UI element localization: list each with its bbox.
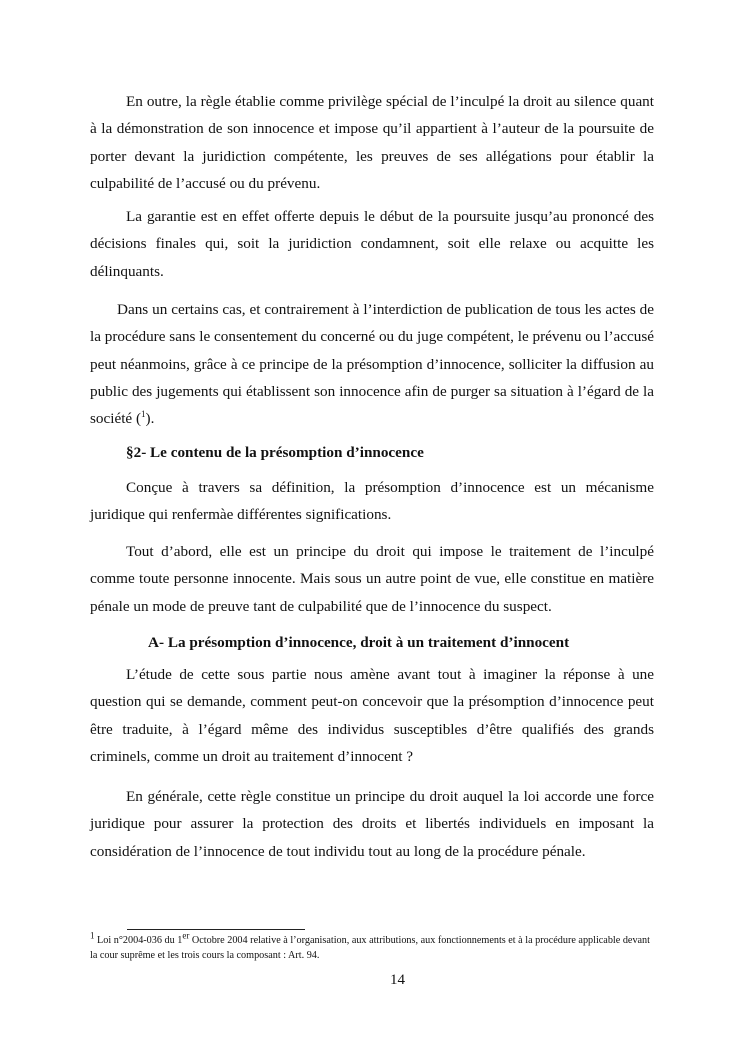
paragraph-3-text: Dans un certains cas, et contrairement à l’interdiction de publication de tous les actes de la procédure sans le consentement du concerné ou du juge compétent, le prévenu ou l’accusé peut néanmoins, grâce à ce principe de la présomption d’innocence, solliciter la diffusion au public des jugements qui établissent son innocence afin de purger sa situation à l’égard de la société ( — [90, 301, 654, 428]
paragraph-7: En générale, cette règle constitue un principe du droit auquel la loi accorde une force juridique pour assurer la protection des droits et libertés individuels en imposant la considération de l’innocence de tout individu tout au long de la procédure pénale. — [90, 788, 654, 860]
footnote-text-end: Octobre 2004 relative à l’organisation, aux attributions, aux fonctionnements et à la procédure applicable devant la cour suprême et les trois cours la composant : Art. 94. — [90, 935, 650, 961]
subsection-heading: A- La présomption d’innocence, droit à un traitement d’innocent — [148, 634, 570, 651]
footnote-ordinal: er — [182, 930, 190, 941]
footnote-reference: 1 — [141, 409, 146, 420]
page-number: 14 — [390, 972, 405, 988]
footnote-number: 1 — [90, 930, 95, 941]
paragraph-1: En outre, la règle établie comme privilège spécial de l’inculpé la droit au silence quant à la démonstration de son innocence et impose qu’il appartient à l’auteur de la poursuite de porter devant la juridiction compétente, les preuves de ses allégations pour établir la culpabilité de l’accusé ou du prévenu. — [90, 93, 654, 192]
paragraph-5: Tout d’abord, elle est un principe du droit qui impose le traitement de l’inculpé comme toute personne innocente. Mais sous un autre point de vue, elle constitue en matière pénale un mode de preuve tant de culpabilité que de l’innocence du suspect. — [90, 543, 654, 615]
section-heading: §2- Le contenu de la présomption d’innocence — [126, 444, 424, 461]
paragraph-4: Conçue à travers sa définition, la présomption d’innocence est un mécanisme juridique qui renfermàe différentes significations. — [90, 479, 654, 524]
paragraph-3 — [90, 296, 654, 432]
footnote-separator — [127, 929, 305, 930]
footnote — [90, 930, 654, 963]
footnote-text-start: Loi n°2004-036 du 1 — [94, 935, 183, 946]
paragraph-3-end: ). — [145, 410, 155, 428]
paragraph-6: L’étude de cette sous partie nous amène avant tout à imaginer la réponse à une question qui se demande, comment peut-on concevoir que la présomption d’innocence peut être traduite, à l’égard même des individus susceptibles d’être qualifiés des grands criminels, comme un droit au traitement d’innocent ? — [90, 666, 654, 765]
paragraph-2: La garantie est en effet offerte depuis le début de la poursuite jusqu’au prononcé des décisions finales qui, soit la juridiction condamnent, soit elle relaxe ou acquitte les délinquants. — [90, 208, 654, 280]
